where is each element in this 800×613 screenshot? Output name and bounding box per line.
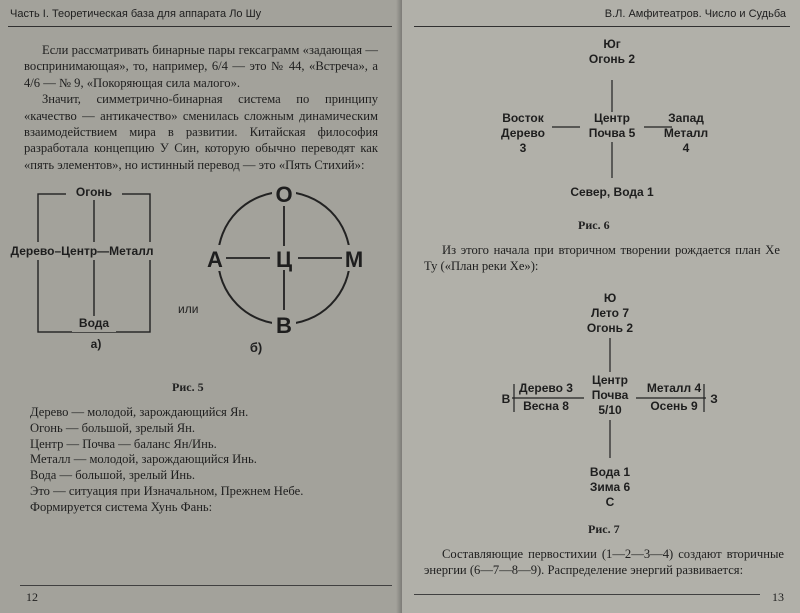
definition-center: Центр — Почва — баланс Ян/Инь.: [30, 436, 217, 451]
element-definitions: [30, 405, 303, 516]
figure-5a-water: Вода: [78, 316, 110, 330]
fig7-fire: Огонь 2: [586, 321, 634, 335]
fig6-east: Восток: [502, 111, 544, 125]
left-running-header: Часть I. Теоретическая база для аппарата Ло Шу: [10, 8, 262, 20]
fig7-east-letter: В: [501, 392, 511, 406]
fig7-north-letter: С: [605, 495, 615, 509]
definition-metal: Металл — молодой, зарождающийся Инь.: [30, 452, 257, 467]
paragraph-energy-distribution: Составляющие первостихии (1—2—3—4) создают вторичные энергии (6—7—8—9). Распределение энергий развивается:: [424, 547, 784, 578]
right-running-header: В.Л. Амфитеатров. Число и Судьба: [604, 8, 786, 20]
left-body-text: [24, 42, 378, 173]
left-footer-rule: [20, 585, 392, 586]
definition-wood: Дерево — молодой, зарождающийся Ян.: [30, 405, 249, 419]
fig7-five-ten: 5/10: [598, 403, 622, 417]
figure-5b-c: Ц: [275, 247, 293, 272]
fig7-soil: Почва: [591, 388, 629, 402]
fig7-summer: Лето 7: [591, 306, 629, 320]
definition-hun-fan: Формируется система Хунь Фань:: [30, 499, 213, 514]
figure-5a-diagram: [0, 180, 170, 355]
figure-6-caption: Рис. 6: [578, 218, 610, 232]
figure-7-diagram: [492, 286, 728, 514]
fig7-center: Центр: [591, 373, 629, 387]
paragraph-five-elements: Значит, симметрично-бинарная система по принципу «качество — антикачество» сменилась сложным динамическим взаимодействием мира в развитии. Китайская философия разработала концепцию У Син, которую обычно переводят как «пять элементов», но истинный перевод — это «Пять Стихий»:: [24, 92, 378, 172]
definition-water: Вода — большой, зрелый Инь.: [30, 468, 196, 483]
left-page-number: 12: [26, 590, 38, 604]
right-footer-rule: [414, 594, 760, 595]
figure-6-diagram: [482, 30, 722, 202]
fig7-wood: Дерево 3: [519, 381, 573, 395]
fig6-south: Юг: [603, 37, 621, 51]
svg-text:Дерево–Центр—Металл: Дерево–Центр—Металл: [10, 244, 154, 258]
figure-5b-label: б): [249, 340, 263, 355]
right-page-number: 13: [772, 590, 784, 604]
fig6-wood: Дерево: [501, 126, 545, 140]
left-header-rule: [8, 26, 392, 27]
fig7-autumn: Осень 9: [650, 399, 698, 413]
figure-5a-label: а): [90, 337, 102, 351]
paragraph-hexagram-pairs: Если рассматривать бинарные пары гексаграмм «задающая — воспринимающая», то, например, 6/4 — это № 44, «Встреча», а 4/6 — № 9, «Покоряющая сила малого».: [24, 43, 378, 90]
fig7-west-letter: З: [710, 392, 718, 406]
fig6-fire: Огонь 2: [588, 52, 636, 66]
right-page: [402, 0, 800, 613]
right-body-text: [424, 242, 780, 275]
fig6-north-water: Север, Вода 1: [570, 185, 654, 199]
fig7-spring: Весна 8: [523, 399, 569, 413]
fig6-soil: Почва 5: [588, 126, 636, 140]
figure-5b-b: В: [276, 313, 292, 338]
fig6-four: 4: [682, 141, 690, 155]
figure-5a-center: Центр: [61, 244, 98, 258]
figure-5a-fire: Огонь: [75, 185, 113, 199]
fig7-water: Вода 1: [589, 465, 631, 479]
right-body-text-bottom: [424, 546, 784, 579]
figure-5b-m: М: [344, 247, 364, 272]
figure-5b-a: А: [207, 247, 223, 272]
fig7-metal: Металл 4: [646, 381, 702, 395]
figure-5-caption: Рис. 5: [172, 380, 204, 394]
figure-5b-diagram: [196, 178, 372, 356]
fig7-south-letter: Ю: [603, 291, 617, 305]
or-connector: или: [178, 302, 199, 316]
paragraph-he-tu-plan: Из этого начала при вторичном творении рождается план Хе Ту («План реки Хе»):: [424, 243, 780, 274]
definition-situation: Это — ситуация при Изначальном, Прежнем Небе.: [30, 483, 304, 498]
fig6-metal: Металл: [663, 126, 709, 140]
fig6-west: Запад: [668, 111, 704, 125]
right-header-rule: [414, 26, 790, 27]
fig6-three: 3: [519, 141, 527, 155]
figure-5b-o: О: [275, 182, 293, 207]
fig7-winter: Зима 6: [589, 480, 631, 494]
figure-7-caption: Рис. 7: [588, 522, 620, 536]
fig6-center: Центр: [593, 111, 631, 125]
figure-5a-metal: Металл: [109, 244, 154, 258]
figure-5a-wood: Дерево: [10, 244, 55, 258]
definition-fire: Огонь — большой, зрелый Ян.: [30, 420, 195, 435]
